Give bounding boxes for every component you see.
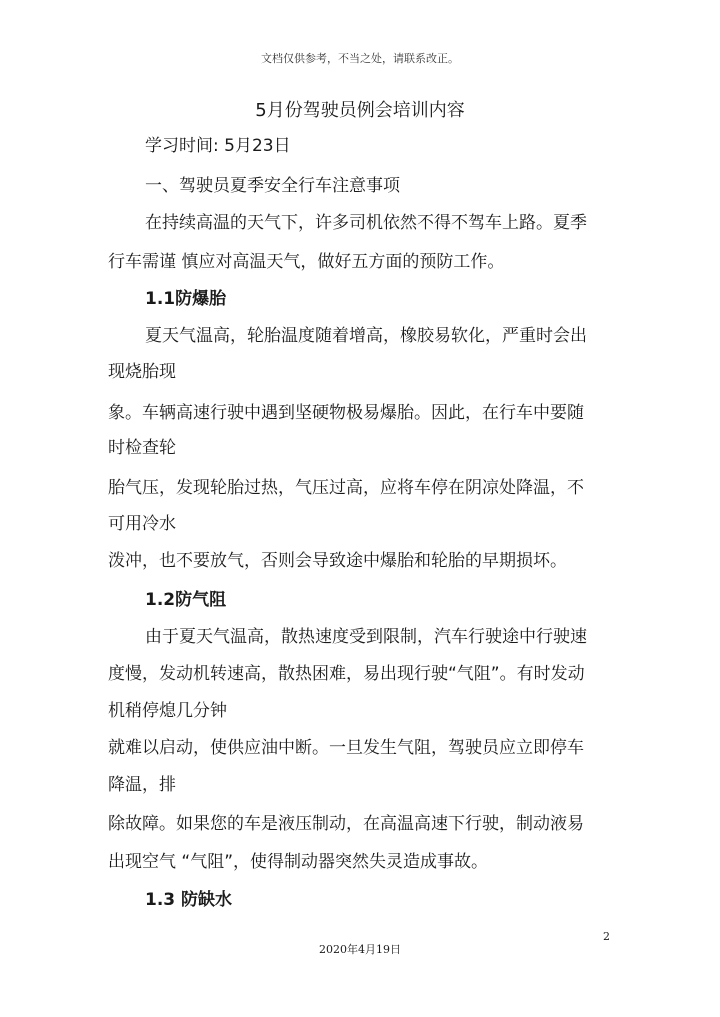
sub2-line-6: 除故障。如果您的车是液压制动，在高温高速下行驶，制动液易 — [108, 814, 584, 834]
footer-date: 2020年4月19日 — [319, 943, 401, 956]
section1-heading: 一、驾驶员夏季安全行车注意事项 — [145, 176, 400, 196]
sub2-line-1: 由于夏天气温高，散热速度受到限制，汽车行驶途中行驶速 — [145, 627, 587, 647]
study-time: 学习时间: 5月23日 — [145, 136, 291, 156]
intro-line-2: 行车需谨 慎应对高温天气，做好五方面的预防工作。 — [108, 252, 505, 272]
sub1-line-6: 可用冷水 — [108, 514, 176, 534]
sub2-line-7: 出现空气 “气阻”，使得制动器突然失灵造成事故。 — [108, 852, 489, 872]
document-header-note: 文档仅供参考，不当之处，请联系改正。 — [261, 52, 459, 65]
document-title: 5月份驾驶员例会培训内容 — [255, 100, 465, 121]
sub1-line-3: 象。车辆高速行驶中遇到坚硬物极易爆胎。因此，在行车中要随 — [108, 403, 584, 423]
sub1-line-4: 时检查轮 — [108, 438, 176, 458]
sub2-line-5: 降温，排 — [108, 775, 176, 795]
sub1-line-7: 泼冲，也不要放气，否则会导致途中爆胎和轮胎的早期损坏。 — [108, 551, 567, 571]
sub2-line-4: 就难以启动，使供应油中断。一旦发生气阻，驾驶员应立即停车 — [108, 738, 584, 758]
sub2-line-2: 度慢，发动机转速高，散热困难，易出现行驶“气阻”。有时发动 — [108, 664, 585, 684]
intro-line-1: 在持续高温的天气下，许多司机依然不得不驾车上路。夏季 — [145, 213, 587, 233]
sub1-heading: 1.1防爆胎 — [145, 289, 227, 309]
sub2-heading: 1.2防气阻 — [145, 590, 227, 610]
sub2-line-3: 机稍停熄几分钟 — [108, 701, 227, 721]
sub1-line-5: 胎气压，发现轮胎过热，气压过高，应将车停在阴凉处降温，不 — [108, 478, 584, 498]
sub3-heading: 1.3 防缺水 — [145, 890, 233, 910]
sub1-line-1: 夏天气温高，轮胎温度随着增高，橡胶易软化，严重时会出 — [145, 326, 587, 346]
sub1-line-2: 现烧胎现 — [108, 362, 176, 382]
page-number: 2 — [603, 930, 610, 943]
